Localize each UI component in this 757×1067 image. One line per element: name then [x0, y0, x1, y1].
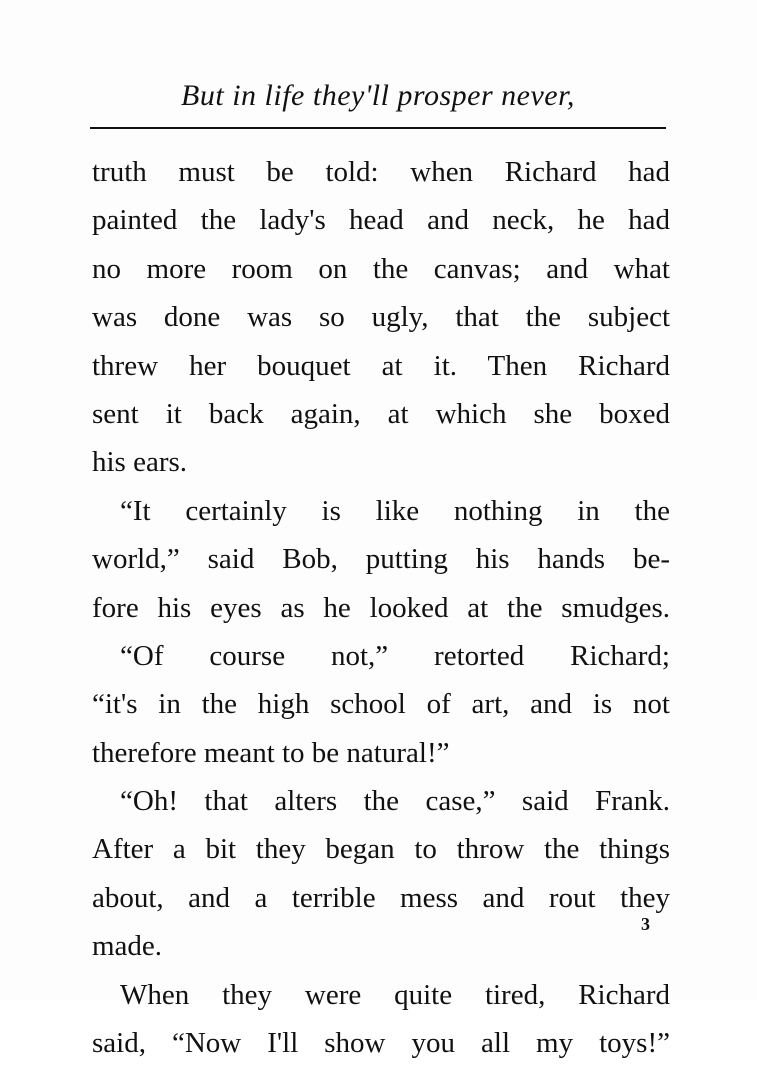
text-line: therefore meant to be natural!”	[92, 736, 450, 769]
text-line: truth must be told: when Richard had	[92, 156, 670, 188]
text-line: about, and a terrible mess and rout they	[92, 881, 670, 914]
text-line: “Of course not,” retorted Richard;	[120, 639, 670, 672]
page-number: 3	[641, 914, 650, 934]
text-line: was done was so ugly, that the subject	[92, 301, 670, 334]
text-line: no more room on the canvas; and what	[92, 252, 670, 285]
text-line: his ears.	[92, 446, 188, 479]
text-line: painted the lady's head and neck, he had	[92, 204, 670, 237]
text-line: When they were quite tired, Richard	[120, 978, 670, 1011]
text-line: “It certainly is like nothing in the	[120, 494, 670, 527]
running-head: But in life they'll prosper never,	[181, 79, 575, 112]
text-line: world,” said Bob, putting his hands be-	[92, 543, 670, 576]
text-line: After a bit they began to throw the things	[92, 833, 670, 866]
header-rule	[90, 127, 666, 129]
body-text	[92, 148, 670, 1067]
text-line: “Oh! that alters the case,” said Frank.	[120, 785, 670, 818]
text-line: sent it back again, at which she boxed	[92, 397, 670, 430]
text-line: made.	[92, 930, 163, 963]
text-line: said, “Now I'll show you all my toys!”	[92, 1027, 670, 1060]
text-line: fore his eyes as he looked at the smudges.	[92, 591, 670, 624]
text-line: threw her bouquet at it. Then Richard	[92, 349, 670, 382]
text-line: “it's in the high school of art, and is not	[92, 688, 670, 721]
